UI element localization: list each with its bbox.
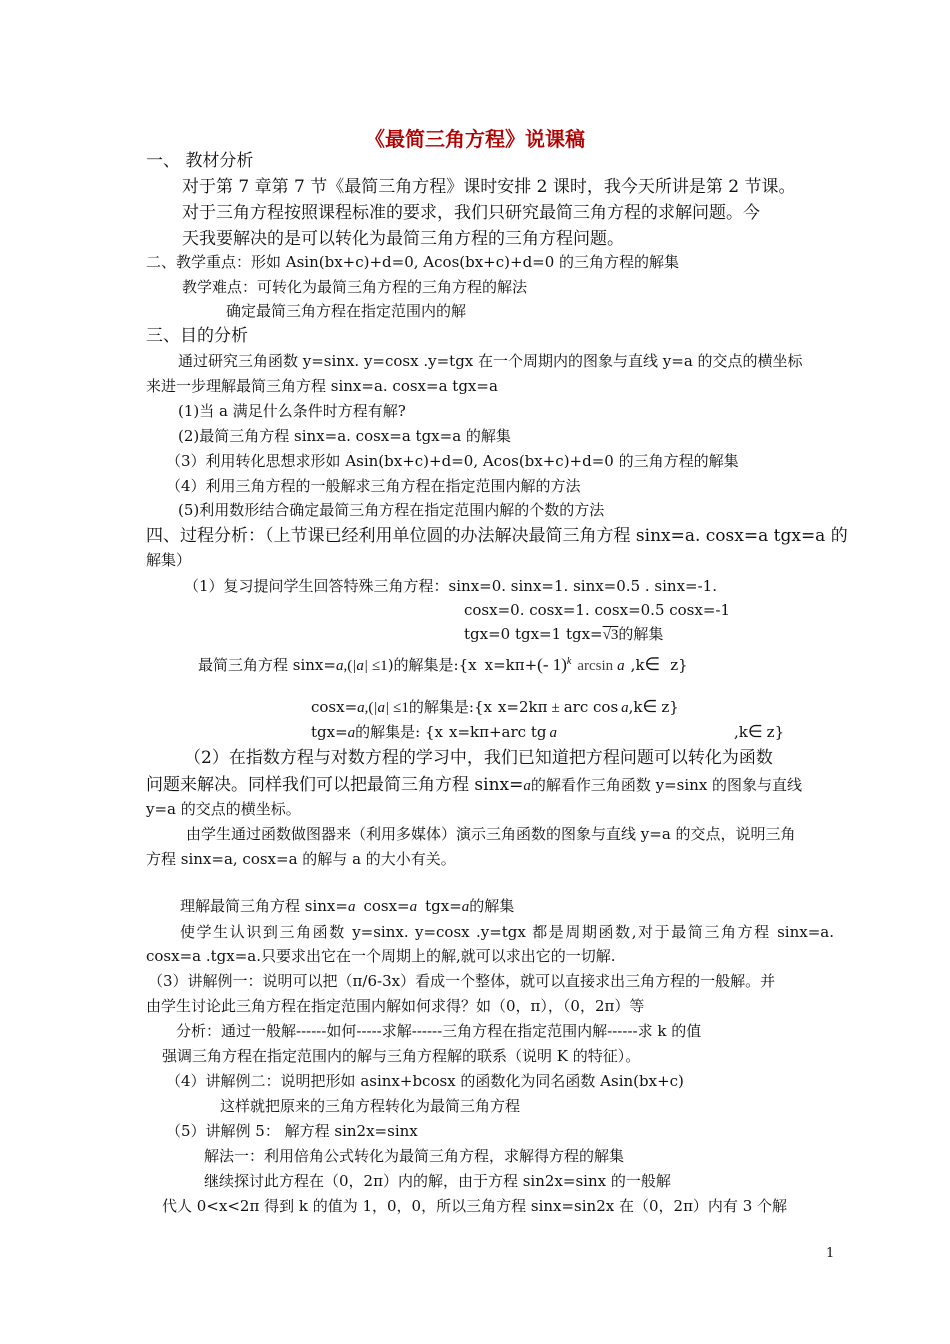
example-2-line: （4）讲解例二：说明把形如 asinx+bcosx 的函数化为同名函数 Asin(bx+c) <box>166 1072 684 1090</box>
paragraph-line: 来进一步理解最简三角方程 sinx=a. cosx=a tgx=a <box>146 377 498 395</box>
paragraph-line <box>146 773 802 797</box>
document-title: 《最简三角方程》说课稿 <box>365 127 585 151</box>
text-span: 的解集 <box>618 625 664 643</box>
text-span: 理解最简三角方程 sinx= <box>180 897 348 915</box>
text-span: z} <box>661 698 679 716</box>
paragraph-line: cosx=a .tgx=a.只要求出它在一个周期上的解,就可以求出它的一切解. <box>146 947 616 965</box>
paragraph-line <box>180 896 514 917</box>
math-sym: (- 1) <box>537 655 567 674</box>
text-span: ,k <box>628 698 643 716</box>
section-3-heading: 三、目的分析 <box>146 326 248 346</box>
math-var: a <box>335 658 344 674</box>
math-var: a <box>549 725 557 741</box>
text-span: arc cos <box>563 698 619 716</box>
page-number: 1 <box>826 1246 835 1261</box>
text-span: 问题来解决。同样我们可以把最简三角方程 sinx= <box>146 775 524 795</box>
paragraph-line: 对于第 7 章第 7 节《最简三角方程》课时安排 2 课时，我今天所讲是第 2 节课。 <box>182 177 796 197</box>
paragraph-line: 天我要解决的是可以转化为最简三角方程的三角方程问题。 <box>182 229 624 249</box>
formula-cos-solution <box>311 697 679 718</box>
example-1-line: （3）讲解例一：说明可以把（π/6-3x）看成一个整体，就可以直接求出三角方程的一般解。并 <box>148 972 776 990</box>
math-var: a <box>461 899 470 915</box>
text-span: 的解集 <box>469 897 515 915</box>
formula-tg-domain <box>734 722 784 742</box>
paragraph-line: 强调三角方程在指定范围内的解与三角方程解的联系（说明 K 的特征）。 <box>162 1047 641 1065</box>
text-span: 的解集是:{x <box>393 656 477 674</box>
math-sym: ∈ <box>644 654 661 674</box>
text-span: ,k <box>630 656 645 674</box>
text-span: 的解集是:{x <box>408 698 492 716</box>
math-sym: ) <box>387 656 394 674</box>
math-var: a <box>347 725 356 741</box>
list-item: (2)最简三角方程 sinx=a. cosx=a tgx=a 的解集 <box>178 427 511 445</box>
list-item: （4）利用三角方程的一般解求三角方程在指定范围内解的方法 <box>166 477 581 495</box>
text-span: cosx= <box>311 698 358 716</box>
solution-line: 解法一：利用倍角公式转化为最简三角方程，求解得方程的解集 <box>204 1147 625 1165</box>
paragraph-line: 解集） <box>146 551 192 569</box>
paragraph-line: 通过研究三角函数 y=sinx. y=cosx .y=tgx 在一个周期内的图象与直线 y=a 的交点的横坐标 <box>178 352 803 370</box>
math-var: a <box>621 700 629 716</box>
paragraph-line: 方程 sinx=a, cosx=a 的解与 a 的大小有关。 <box>146 850 456 868</box>
math-func: arcsin <box>577 658 614 674</box>
teaching-difficulty: 教学难点：可转化为最简三角方程的三角方程的解法 <box>182 278 528 296</box>
text-span: z} <box>766 723 785 741</box>
text-span: x=kπ+ <box>484 656 538 674</box>
solution-line: 继续探讨此方程在（0，2π）内的解，由于方程 sin2x=sinx 的一般解 <box>204 1172 671 1190</box>
math-sym: ,( <box>343 658 353 674</box>
text-span: ,k <box>734 723 748 741</box>
math-var: a <box>357 700 365 716</box>
paragraph-line: 确定最简三角方程在指定范围内的解 <box>226 302 467 320</box>
review-question: （1）复习提问学生回答特殊三角方程：sinx=0. sinx=1. sinx=0.5 . sinx=-1. <box>184 577 717 595</box>
list-item: (1)当 a 满足什么条件时方程有解? <box>178 402 406 420</box>
paragraph-line: 由学生通过函数做图器来（利用多媒体）演示三角函数的图象与直线 y=a 的交点，说明三角 <box>186 825 796 843</box>
text-span: tgx= <box>311 723 348 741</box>
example-1-line: 由学生讨论此三角方程在指定范围内解如何求得？如（0，π），（0，2π）等 <box>146 997 645 1015</box>
text-span: x=2kπ <box>497 698 548 716</box>
math-var: a <box>523 778 531 794</box>
example-5-line: （5）讲解例 5： 解方程 sin2x=sinx <box>166 1122 418 1140</box>
text-span: tgx=0 tgx=1 tgx= <box>464 625 603 643</box>
math-sup: k <box>566 656 572 667</box>
review-question <box>464 624 663 645</box>
math-var: a <box>617 658 625 674</box>
text-span: cosx= <box>363 897 410 915</box>
solution-line: 代人 0<x<2π 得到 k 的值为 1，0，0，所以三角方程 sinx=sin2x 在（0，2π）内有 3 个解 <box>162 1197 788 1215</box>
text-span: 最简三角方程 sinx= <box>198 656 336 674</box>
analysis-line: 分析：通过一般解------如何-----求解------三角方程在指定范围内解------求 k 的值 <box>176 1022 702 1040</box>
formula-tg-solution <box>311 722 557 743</box>
math-sym: ∈ <box>747 722 763 741</box>
math-sym: ≤1 <box>393 700 409 716</box>
math-abs: |a| <box>352 658 368 674</box>
math-sym: ≤1 <box>371 658 388 674</box>
list-item: （3）利用转化思想求形如 Asin(bx+c)+d=0, Acos(bx+c)+d=0 的三角方程的解集 <box>166 452 739 470</box>
sqrt3-symbol: √3 <box>602 627 619 643</box>
paragraph-line: 使学生认识到三角函数 y=sinx. y=cosx .y=tgx 都是周期函数,对于最简三角方程 sinx=a. <box>180 923 834 941</box>
paragraph-line: 对于三角方程按照课程标准的要求，我们只研究最简三角方程的求解问题。今 <box>182 203 760 223</box>
formula-sin-solution <box>198 652 688 676</box>
math-abs: |a| <box>373 700 390 716</box>
list-item: (5)利用数形结合确定最简三角方程在指定范围内解的个数的方法 <box>178 501 605 519</box>
paragraph-line: 这样就把原来的三角方程转化为最简三角方程 <box>220 1097 521 1115</box>
text-span: 的解集是: {x <box>355 723 443 741</box>
math-sym: ± <box>551 700 560 716</box>
section-1-heading: 一、 教材分析 <box>146 151 254 171</box>
section-4-heading: 四、过程分析：（上节课已经利用单位圆的办法解决最简三角方程 sinx=a. cosx=a tgx=a 的 <box>146 526 848 546</box>
text-span: 的解看作三角函数 y=sinx 的图象与直线 <box>530 776 803 794</box>
section-2-heading: 二、教学重点：形如 Asin(bx+c)+d=0, Acos(bx+c)+d=0 的三角方程的解集 <box>146 253 680 271</box>
text-span: tgx= <box>425 897 462 915</box>
math-sym: ∈ <box>642 697 658 716</box>
text-span: z} <box>670 656 688 674</box>
paragraph-line: y=a 的交点的横坐标。 <box>146 800 301 818</box>
text-span: x=kπ+arc tg <box>449 723 547 741</box>
review-question: cosx=0. cosx=1. cosx=0.5 cosx=-1 <box>464 601 731 619</box>
paragraph-line: （2）在指数方程与对数方程的学习中，我们已知道把方程问题可以转化为函数 <box>184 748 773 768</box>
math-sym: ,( <box>364 700 374 716</box>
math-var: a <box>409 899 418 915</box>
math-var: a <box>347 899 356 915</box>
